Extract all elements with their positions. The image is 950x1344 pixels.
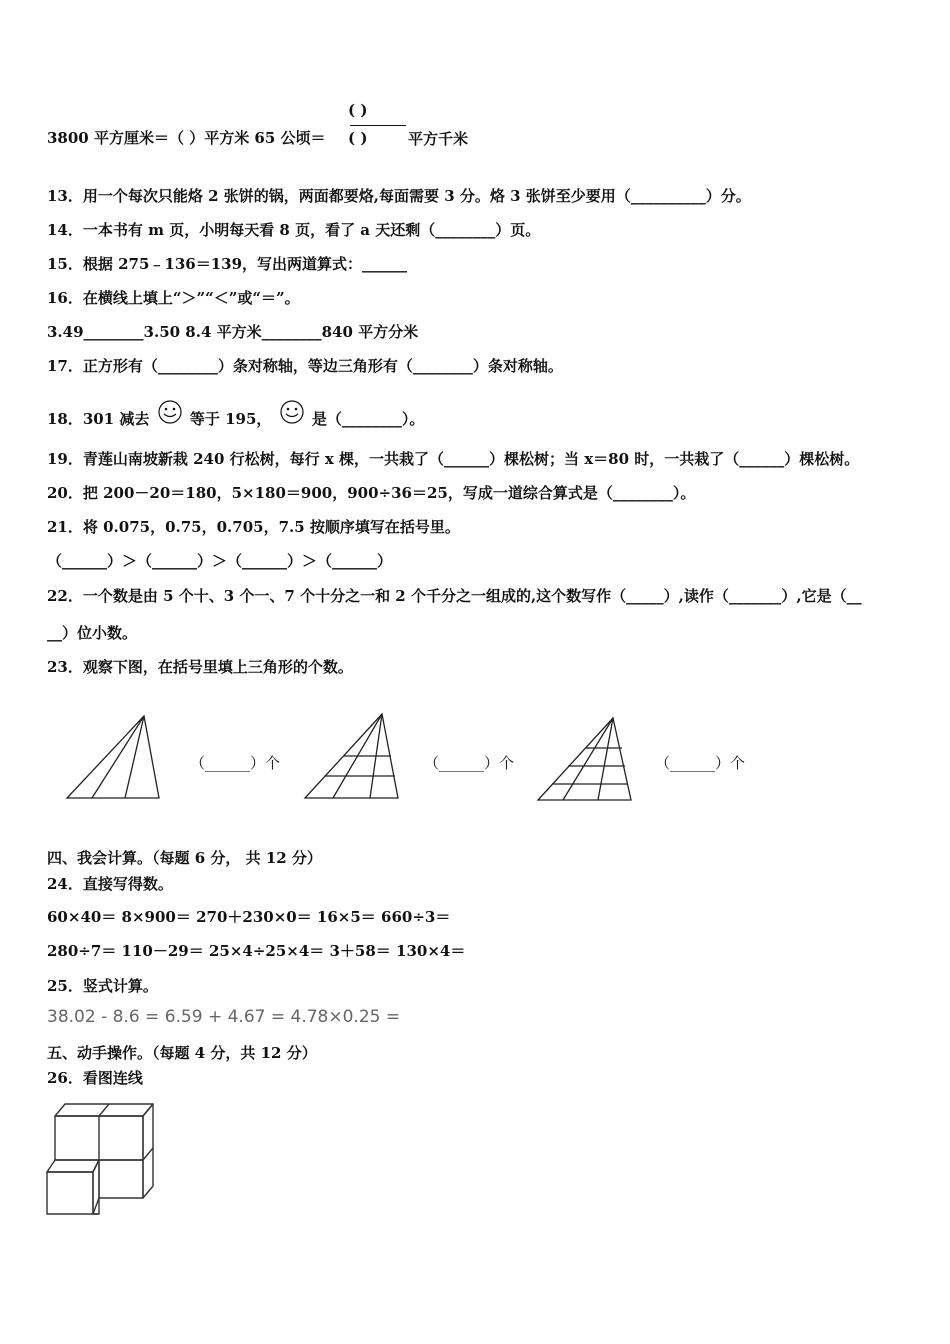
section-5-heading: 五、动手操作。（每题 4 分，共 12 分）: [47, 1044, 317, 1062]
question-22: 22．一个数是由 5 个十、3 个一、7 个十分之一和 2 个千分之一组成的,这个数写作（_____）,读作（_______）,它是（__: [47, 587, 862, 605]
triangle-count-blank-2: （______）个: [424, 754, 515, 772]
question-25: 25．竖式计算。: [47, 977, 158, 995]
question-19: 19．青莲山南坡新栽 240 行松树，每行 x 棵，一共栽了（______）棵松树；当 x＝80 时，一共栽了（______）棵松树。: [47, 450, 860, 468]
question-18-part-a: 18．301 减去: [47, 410, 150, 428]
question-24-row-1: 60×40＝ 8×900＝ 270＋230×0＝ 16×5＝ 660÷3＝: [47, 908, 451, 926]
unit-conversion-part1: 3800 平方厘米＝（ ）平方米 65 公顷＝: [47, 129, 326, 147]
triangle-figure-3: [535, 714, 637, 806]
question-13: 13．用一个每次只能烙 2 张饼的锅，两面都要烙,每面需要 3 分。烙 3 张饼至少要用（__________）分。: [47, 187, 751, 205]
question-21: 21．将 0.075，0.75，0.705，7.5 按顺序填写在括号里。: [47, 518, 460, 536]
question-25-expressions: 38.02 - 8.6 = 6.59 + 4.67 = 4.78×0.25 =: [47, 1007, 401, 1027]
triangle-count-blank-3: （______）个: [655, 754, 746, 772]
question-14: 14．一本书有 m 页，小明每天看 8 页，看了 a 天还剩（________）页。: [47, 221, 541, 239]
fraction-denominator: ( ): [348, 129, 368, 147]
question-24: 24．直接写得数。: [47, 875, 173, 893]
question-21-blanks: （______）＞（______）＞（______）＞（______）: [47, 552, 393, 570]
triangle-count-blank-1: （______）个: [190, 754, 281, 772]
fraction-numerator: ( ): [348, 101, 368, 119]
fraction-bar: [350, 125, 406, 126]
question-18-part-c: 是（________）。: [311, 410, 425, 428]
question-20: 20．把 200－20＝180，5×180＝900，900÷36＝25，写成一道综合算式是（________）。: [47, 484, 696, 502]
question-17: 17．正方形有（________）条对称轴，等边三角形有（________）条对称轴。: [47, 357, 563, 375]
question-26: 26．看图连线: [47, 1069, 143, 1087]
question-16: 16．在横线上填上“＞”“＜”或“＝”。: [47, 289, 300, 307]
unit-conversion-line: [47, 128, 326, 148]
smiley-face-icon: [155, 400, 185, 428]
unit-conversion-part2: 平方千米: [408, 130, 469, 148]
smiley-face-icon: [277, 400, 307, 428]
question-15: 15．根据 275﹣136＝139，写出两道算式：______: [47, 255, 408, 273]
triangle-figure-2: [300, 710, 402, 802]
question-16-items: 3.49________3.50 8.4 平方米________840 平方分米: [47, 323, 419, 341]
question-18: [47, 400, 424, 429]
question-24-row-2: 280÷7＝ 110－29＝ 25×4÷25×4＝ 3＋58＝ 130×4＝: [47, 942, 466, 960]
question-22-continued: __）位小数。: [47, 624, 138, 642]
question-23: 23．观察下图，在括号里填上三角形的个数。: [47, 658, 353, 676]
triangle-figure-1: [62, 712, 164, 804]
section-4-heading: 四、我会计算。（每题 6 分， 共 12 分）: [47, 849, 322, 867]
question-18-part-b: 等于 195，: [189, 410, 272, 428]
cube-solid-figure: [45, 1100, 159, 1220]
